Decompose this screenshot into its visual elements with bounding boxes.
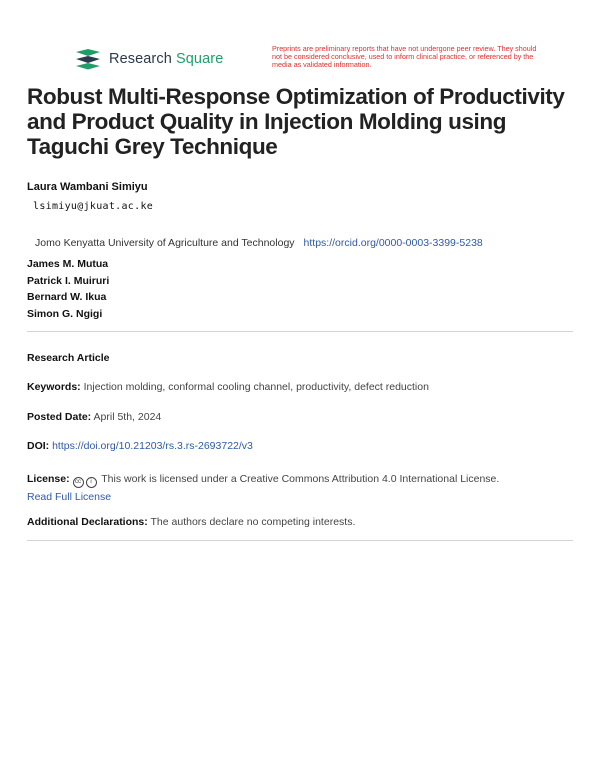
declarations-label: Additional Declarations: bbox=[27, 516, 148, 528]
keywords-label: Keywords: bbox=[27, 381, 81, 393]
orcid-link[interactable]: https://orcid.org/0000-0003-3399-5238 bbox=[303, 237, 483, 249]
declarations-row bbox=[27, 516, 573, 528]
doi-label: DOI: bbox=[27, 440, 50, 452]
preprint-disclaimer: Preprints are preliminary reports that have not undergone peer review. They should not be considered conclusive, used to inform clinical practice, or referenced by the media as validated information. bbox=[272, 44, 537, 69]
paper-title: Robust Multi-Response Optimization of Productivity and Product Quality in Injection Molding using Taguchi Grey Technique bbox=[27, 84, 565, 159]
article-type: Research Article bbox=[27, 352, 110, 364]
doi-row bbox=[27, 440, 573, 452]
logo-text: Research Square bbox=[109, 51, 224, 67]
posted-date-label: Posted Date: bbox=[27, 411, 92, 423]
cc-icon: cc bbox=[73, 477, 84, 488]
author-affiliation bbox=[35, 237, 483, 249]
by-attribution-icon: i bbox=[86, 477, 97, 488]
license-row bbox=[27, 470, 573, 506]
read-full-license-link[interactable]: Read Full License bbox=[27, 491, 112, 503]
coauthor[interactable]: Patrick I. Muiruri bbox=[27, 274, 110, 287]
posted-date-row bbox=[27, 411, 573, 423]
posted-date-value: April 5th, 2024 bbox=[93, 411, 162, 423]
license-label: License: bbox=[27, 473, 70, 485]
divider bbox=[27, 331, 573, 332]
license-text: This work is licensed under a Creative Commons Attribution 4.0 International License. bbox=[101, 473, 500, 485]
author-email[interactable]: lsimiyu@jkuat.ac.ke bbox=[33, 201, 154, 212]
coauthor[interactable]: Simon G. Ngigi bbox=[27, 307, 103, 320]
coauthor[interactable]: Bernard W. Ikua bbox=[27, 291, 107, 303]
corresponding-author[interactable]: Laura Wambani Simiyu bbox=[27, 181, 148, 193]
coauthor[interactable]: James M. Mutua bbox=[27, 258, 109, 270]
research-square-logo-icon bbox=[74, 48, 102, 70]
research-square-logo[interactable] bbox=[74, 48, 223, 70]
coauthor-list bbox=[27, 256, 109, 322]
doi-link[interactable]: https://doi.org/10.21203/rs.3.rs-2693722/v3 bbox=[52, 440, 253, 452]
divider bbox=[27, 540, 573, 541]
declarations-value: The authors declare no competing interests. bbox=[150, 516, 356, 528]
keywords-row bbox=[27, 381, 573, 393]
keywords-value: Injection molding, conformal cooling channel, productivity, defect reduction bbox=[83, 381, 429, 393]
affiliation-name: Jomo Kenyatta University of Agriculture and Technology bbox=[35, 237, 295, 249]
